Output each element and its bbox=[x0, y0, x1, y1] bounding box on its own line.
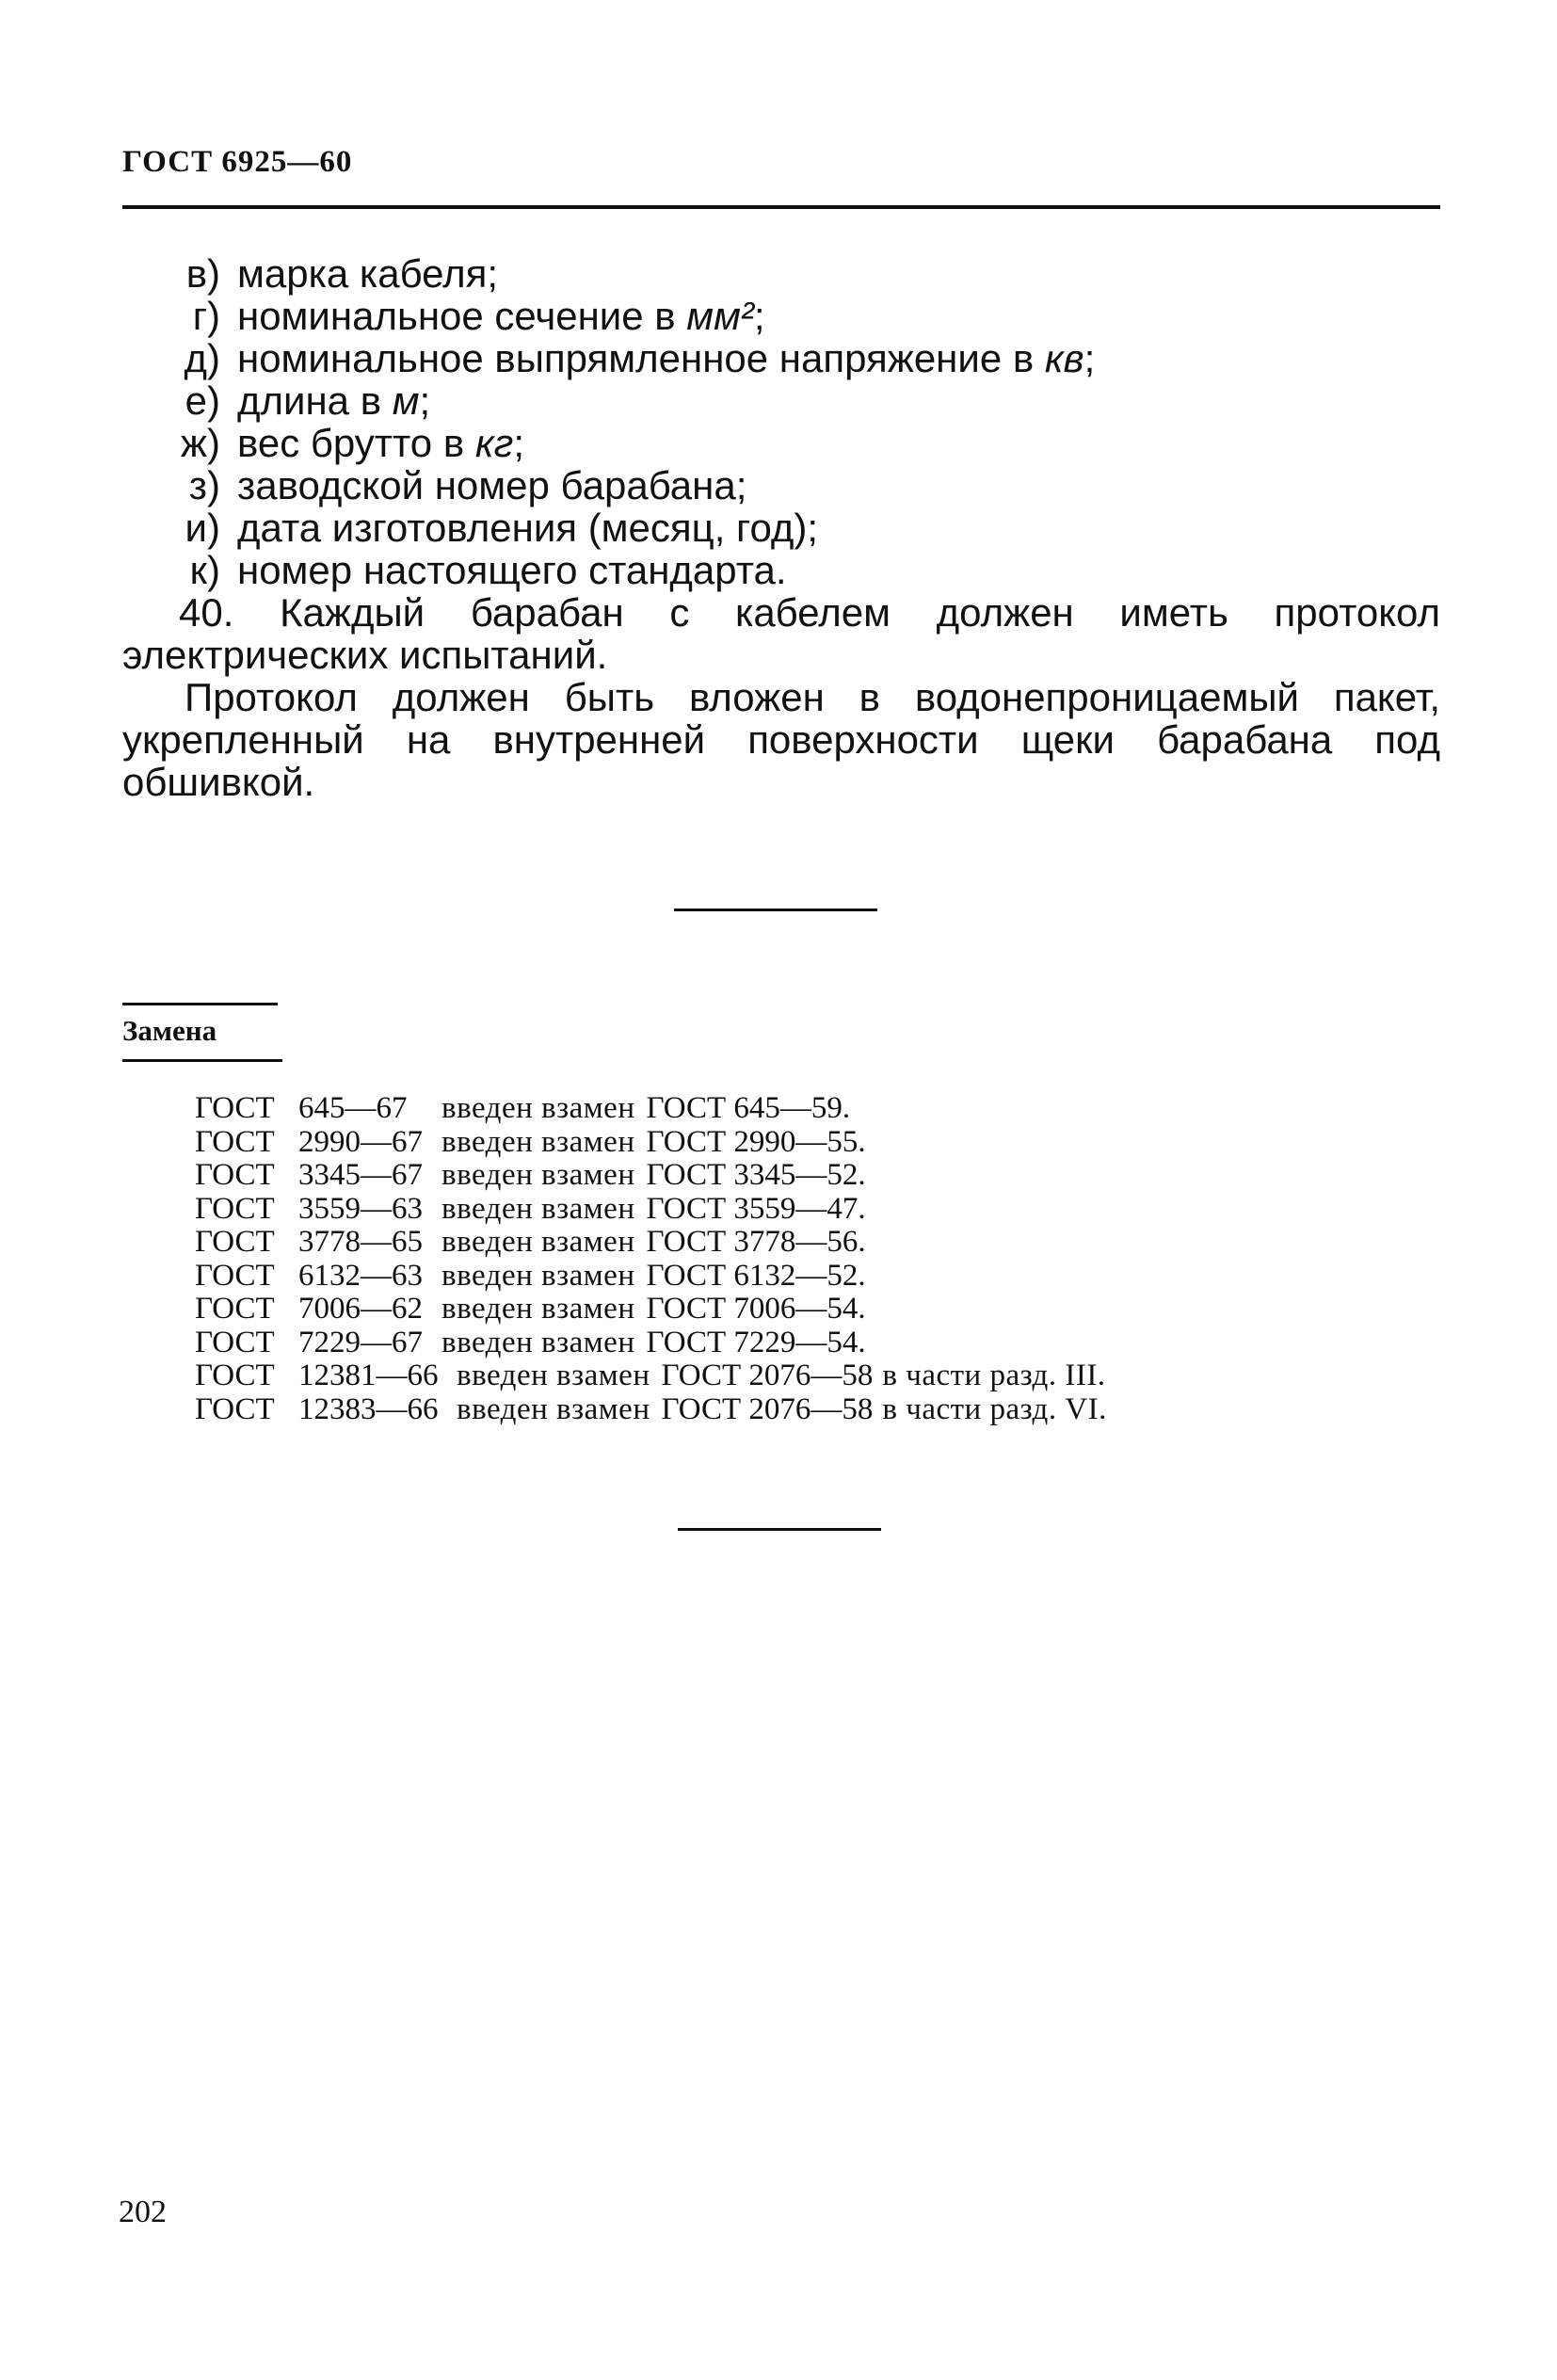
gost-prefix: ГОСТ bbox=[195, 1292, 275, 1326]
replacement-section-title: Замена bbox=[122, 1014, 217, 1047]
list-item bbox=[122, 337, 1440, 379]
list-marker: е) bbox=[185, 378, 220, 423]
list-text bbox=[237, 295, 1440, 337]
old-standard: ГОСТ 2076—58 bbox=[661, 1391, 874, 1426]
clause-40-paragraph: 40. Каждый барабан с кабелем должен иметь протокол электрических испытаний. bbox=[122, 590, 1440, 677]
new-standard-number: 3778—65 bbox=[298, 1225, 423, 1259]
list-item bbox=[122, 295, 1440, 337]
list-item bbox=[122, 507, 1440, 549]
replacement-verb: введен взамен bbox=[441, 1091, 635, 1125]
gost-prefix: ГОСТ bbox=[195, 1225, 275, 1259]
list-text bbox=[237, 549, 1440, 591]
replacement-verb: введен взамен bbox=[457, 1391, 650, 1426]
new-standard-number: 12381—66 bbox=[298, 1359, 439, 1392]
list-item bbox=[122, 422, 1440, 464]
new-standard-number: 12383—66 bbox=[298, 1391, 439, 1426]
old-standard: ГОСТ 2990—55. bbox=[646, 1124, 866, 1159]
replacement-verb: введен взамен bbox=[441, 1124, 635, 1159]
list-marker: з) bbox=[188, 463, 220, 507]
list-item-text: вес брутто в bbox=[237, 421, 475, 465]
list-item-text: заводской номер барабана; bbox=[237, 463, 747, 507]
replacement-row bbox=[195, 1126, 1107, 1160]
replacement-row bbox=[195, 1092, 1107, 1126]
list-item-text: марка кабеля; bbox=[237, 251, 499, 296]
list-marker: г) bbox=[192, 294, 220, 338]
gost-prefix: ГОСТ bbox=[195, 1191, 275, 1226]
gost-prefix: ГОСТ bbox=[195, 1391, 275, 1426]
old-standard: ГОСТ 2076—58 bbox=[661, 1359, 874, 1392]
replacement-row bbox=[195, 1327, 1107, 1360]
marking-list bbox=[122, 252, 1440, 591]
list-item-suffix: ; bbox=[419, 378, 431, 423]
gost-prefix: ГОСТ bbox=[195, 1325, 275, 1359]
replacement-list bbox=[195, 1092, 1107, 1426]
list-item-text: длина в bbox=[237, 378, 393, 423]
replacement-verb: введен взамен bbox=[441, 1158, 635, 1192]
gost-prefix: ГОСТ bbox=[195, 1258, 275, 1293]
replacement-row bbox=[195, 1293, 1107, 1327]
list-item-suffix: ; bbox=[1083, 336, 1096, 380]
replacement-note: в части разд. III. bbox=[882, 1359, 1106, 1392]
old-standard: ГОСТ 7006—54. bbox=[646, 1292, 866, 1326]
list-item-suffix: ; bbox=[513, 421, 525, 465]
replacement-verb: введен взамен bbox=[441, 1258, 635, 1293]
list-item bbox=[122, 549, 1440, 591]
old-standard: ГОСТ 7229—54. bbox=[646, 1325, 866, 1359]
list-item-text: номинальное выпрямленное напряжение в bbox=[237, 336, 1045, 380]
replacement-row bbox=[195, 1159, 1107, 1193]
section-divider bbox=[674, 909, 877, 911]
gost-prefix: ГОСТ bbox=[195, 1359, 275, 1392]
gost-prefix: ГОСТ bbox=[195, 1091, 275, 1125]
old-standard: ГОСТ 645—59. bbox=[646, 1091, 851, 1125]
list-item-suffix: ; bbox=[753, 294, 765, 338]
section-divider bbox=[678, 1528, 881, 1531]
list-text bbox=[237, 464, 1440, 507]
new-standard-number: 3559—63 bbox=[298, 1191, 423, 1226]
page-number: 202 bbox=[119, 2195, 167, 2229]
replacement-row bbox=[195, 1359, 1107, 1393]
replacement-verb: введен взамен bbox=[441, 1191, 635, 1226]
unit-label: м bbox=[392, 378, 420, 423]
protocol-paragraph: Протокол должен быть вложен в водонепроницаемый пакет, укрепленный на внутренней поверхности щеки барабана под обшивкой. bbox=[122, 675, 1440, 804]
replacement-title-rule-bottom bbox=[122, 1059, 282, 1062]
list-text bbox=[237, 252, 1440, 295]
list-item bbox=[122, 252, 1440, 295]
replacement-note: в части разд. VI. bbox=[882, 1391, 1107, 1426]
list-marker: к) bbox=[189, 548, 220, 592]
list-item-text: номинальное сечение в bbox=[237, 294, 687, 338]
old-standard: ГОСТ 6132—52. bbox=[646, 1258, 866, 1293]
gost-prefix: ГОСТ bbox=[195, 1124, 275, 1159]
new-standard-number: 3345—67 bbox=[298, 1158, 423, 1192]
list-item-text: номер настоящего стандарта. bbox=[237, 548, 787, 592]
new-standard-number: 7229—67 bbox=[298, 1325, 423, 1359]
list-marker: в) bbox=[185, 251, 220, 296]
list-text bbox=[237, 337, 1440, 379]
replacement-verb: введен взамен bbox=[441, 1292, 635, 1326]
replacement-verb: введен взамен bbox=[441, 1325, 635, 1359]
list-text bbox=[237, 507, 1440, 549]
list-text bbox=[237, 379, 1440, 422]
replacement-row bbox=[195, 1393, 1107, 1427]
unit-label: кв bbox=[1044, 336, 1084, 380]
new-standard-number: 6132—63 bbox=[298, 1258, 423, 1293]
gost-prefix: ГОСТ bbox=[195, 1158, 275, 1192]
list-item bbox=[122, 464, 1440, 507]
document-header: ГОСТ 6925—60 bbox=[122, 145, 353, 179]
new-standard-number: 2990—67 bbox=[298, 1124, 423, 1159]
list-item-text: дата изготовления (месяц, год); bbox=[237, 506, 819, 550]
old-standard: ГОСТ 3559—47. bbox=[646, 1191, 866, 1226]
replacement-title-rule-top bbox=[122, 1003, 278, 1005]
unit-label: кг bbox=[474, 421, 514, 465]
replacement-row bbox=[195, 1193, 1107, 1227]
new-standard-number: 7006—62 bbox=[298, 1292, 423, 1326]
list-marker: д) bbox=[184, 336, 220, 380]
list-marker: ж) bbox=[180, 421, 220, 465]
replacement-row bbox=[195, 1260, 1107, 1294]
list-item bbox=[122, 379, 1440, 422]
list-marker: и) bbox=[185, 506, 220, 550]
replacement-verb: введен взамен bbox=[441, 1225, 635, 1259]
replacement-row bbox=[195, 1226, 1107, 1260]
list-text bbox=[237, 422, 1440, 464]
old-standard: ГОСТ 3345—52. bbox=[646, 1158, 866, 1192]
header-rule bbox=[122, 205, 1440, 209]
unit-label: мм² bbox=[686, 294, 754, 338]
new-standard-number: 645—67 bbox=[298, 1091, 408, 1125]
replacement-verb: введен взамен bbox=[457, 1359, 650, 1392]
old-standard: ГОСТ 3778—56. bbox=[646, 1225, 866, 1259]
